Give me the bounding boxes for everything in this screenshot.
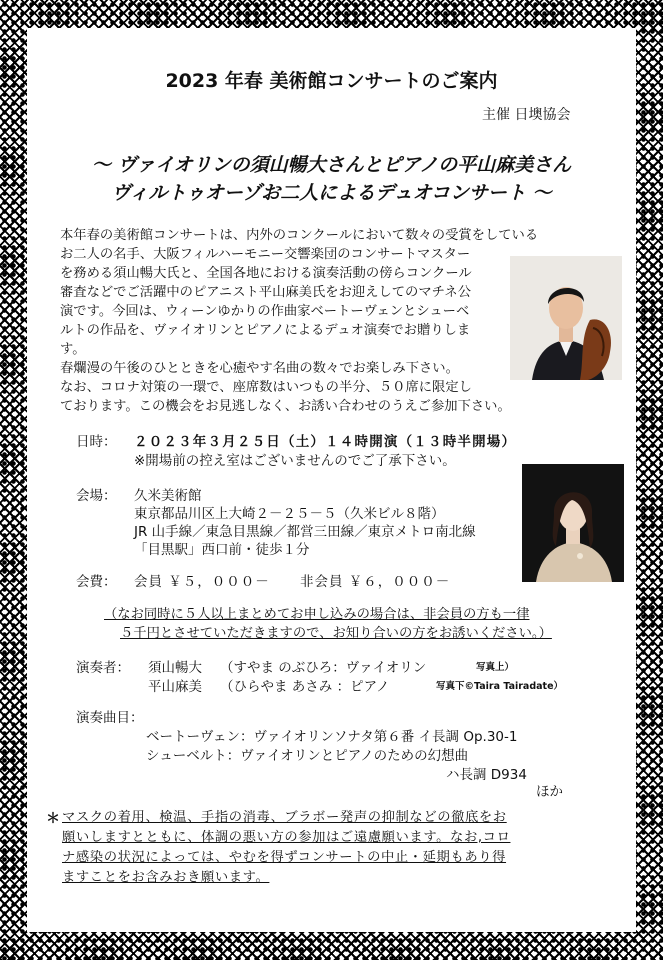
violinist-photo	[510, 256, 622, 380]
intro-line: お二人の名手、大阪フィルハーモニー交響楽団のコンサートマスター	[60, 247, 471, 262]
intro-line: なお、コロナ対策の一環で、座席数はいつもの半分、５０席に限定し	[60, 380, 472, 395]
intro-line: ております。この機会をお見逃しなく、お誘い合わせのうえご参加下さい。	[60, 399, 511, 414]
notice-line: 願いしますとともに、体調の悪い方の参加はご遠慮願います。なお,コロ	[62, 830, 511, 845]
datetime-note: ※開場前の控え室はございませんのでご了承下さい。	[134, 453, 456, 469]
performer-1-name: 須山暢大	[148, 660, 202, 676]
fee-member: 会員 ￥５，０００－	[134, 574, 270, 590]
performer-2-reading: （ひらやま あさみ ：ピアノ	[220, 679, 390, 695]
program-etc: ほか	[536, 784, 563, 800]
fee-label: 会費：	[76, 574, 117, 590]
venue-name: 久米美術館	[134, 488, 202, 504]
intro-line: 春爛漫の午後のひとときを心癒やす名曲の数々でお楽しみ下さい。	[60, 361, 459, 376]
intro-line: 演です。今回は、ウィーンゆかりの作曲家ベートーヴェンとシューベ	[60, 304, 470, 319]
notice-star: ＊	[46, 811, 60, 827]
page-title: 2023 年春 美術館コンサートのご案内	[165, 70, 498, 92]
fee-note-line-2: ５千円とさせていただきますので、お知り合いの方をお誘いください。）	[120, 626, 552, 641]
notice-line: マスクの着用、検温、手指の消毒、ブラボー発声の抑制などの徹底をお	[62, 810, 507, 825]
intro-line: 本年春の美術館コンサートは、内外のコンクールにおいて数々の受賞をしている	[60, 228, 539, 243]
performer-1-reading: （すやま のぶひろ：ヴァイオリン	[220, 660, 427, 676]
program-item-1: ベートーヴェン：ヴァイオリンソナタ第６番 イ長調 Op.30-1	[146, 729, 518, 745]
program-label: 演奏曲目：	[76, 710, 144, 726]
notice-line: ナ感染の状況によっては、やむを得ずコンサートの中止・延期もあり得	[62, 850, 507, 865]
intro-line: 審査などでご活躍中のピアニスト平山麻美氏をお迎えしてのマチネ公	[60, 285, 472, 300]
venue-address: 東京都品川区上大崎２－２５－５（久米ビル８階）	[134, 506, 445, 522]
fee-note-line-1: （なお同時に５人以上まとめてお申し込みの場合は、非会員の方も一律	[104, 607, 530, 622]
intro-line: す。	[60, 342, 86, 357]
performer-2-name: 平山麻美	[148, 679, 202, 695]
intro-line: ルトの作品を、ヴァイオリンとピアノによるデュオ演奏でお贈りしま	[60, 323, 471, 338]
subtitle-line-2: ヴィルトゥオーゾお二人によるデュオコンサート ～	[111, 182, 552, 204]
venue-train-lines: JR 山手線／東急目黒線／都営三田線／東京メトロ南北線	[134, 524, 476, 540]
datetime-label: 日時：	[76, 434, 117, 450]
intro-text	[60, 226, 580, 416]
performer-1-photo-note: 写真上）	[476, 662, 515, 673]
performers-label: 演奏者：	[76, 660, 130, 676]
sponsor: 主催 日墺協会	[482, 107, 571, 123]
notice-text	[62, 808, 607, 888]
performer-2-photo-note: 写真下©Taira Tairadate）	[436, 681, 564, 692]
subtitle-line-1: ～ ヴァイオリンの須山暢大さんとピアノの平山麻美さん	[91, 154, 572, 176]
program-item-2-key: ハ長調 D934	[446, 767, 527, 783]
datetime-value: ２０２３年３月２５日（土）１４時開演（１３時半開場）	[134, 434, 517, 450]
venue-access: 「目黒駅」西口前・徒歩１分	[134, 542, 310, 558]
pianist-photo	[522, 464, 624, 582]
notice-line: ますことをお含みおき願います。	[62, 870, 270, 885]
fee-nonmember: 非会員 ￥６，０００－	[300, 574, 451, 590]
program-item-2: シューベルト：ヴァイオリンとピアノのための幻想曲	[146, 748, 469, 764]
intro-line: を務める須山暢大氏と、全国各地における演奏活動の傍らコンクール	[60, 266, 472, 281]
venue-label: 会場：	[76, 488, 117, 504]
